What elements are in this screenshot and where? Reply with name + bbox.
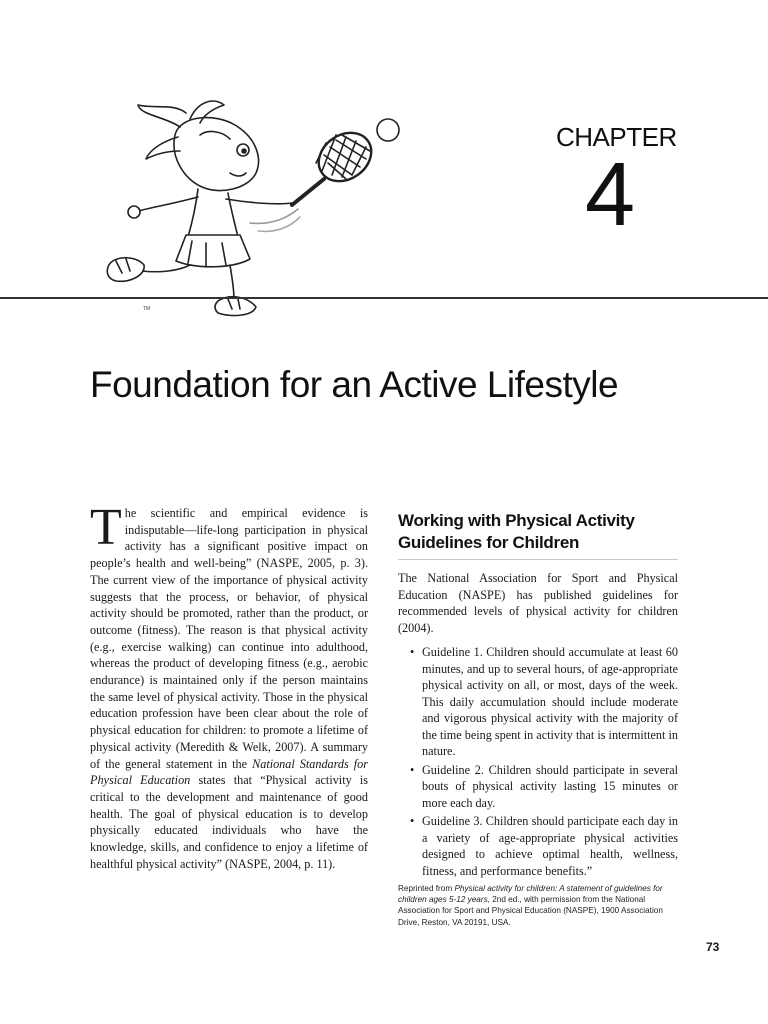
intro-italic-title: National Standards for Physical Education bbox=[90, 756, 368, 788]
drop-cap: T bbox=[90, 499, 122, 556]
trademark-mark: TM bbox=[143, 306, 151, 312]
intro-text-part-1: he scientific and empirical evidence is indisputable—life-long participation in physical activity has a significant positive impact on people’s health and well-being” (NASPE, 2005, p. 3). The current view of the importance of physical activity suggests that the process, or behavior, of physical activity should be promoted, rather than the product, or outcome (fitness). The reason is that physical activity (e.g., exercise walking) can continue into adulthood, whereas the product of developing fitness (e.g., aerobic endurance) is maintained only if the person maintains the same level of physical activity. Those in the physical education profession have been clear about the role of physical education for children: to promote a lifetime of physical activity (Meredith & Welk, 2007). A summary of the general statement in the bbox=[90, 506, 368, 771]
guideline-item bbox=[410, 762, 678, 812]
guideline-text: Guideline 3. Children should participate each day in a variety of age-appropriate physical activities designed to achieve optimal health, wellness, fitness, and performance benefits.” bbox=[422, 814, 678, 878]
intro-paragraph bbox=[90, 499, 368, 872]
guideline-text: Guideline 1. Children should accumulate at least 60 minutes, and up to several hours, of age-appropriate physical activity on all, or most, days of the week. This daily accumulation should include moderate and vigorous physical activity with the majority of the time being spent in activity that is intermittent in nature. bbox=[422, 645, 678, 758]
guideline-item bbox=[410, 644, 678, 760]
chapter-number: 4 bbox=[585, 145, 636, 245]
tennis-player-girl-icon bbox=[80, 95, 410, 325]
section-divider bbox=[398, 559, 678, 560]
header-rule bbox=[0, 297, 768, 299]
chapter-label: CHAPTER bbox=[556, 122, 677, 152]
guidelines-list bbox=[398, 644, 678, 879]
reprint-note bbox=[398, 883, 678, 928]
bullet-icon: • bbox=[410, 814, 415, 828]
intro-column bbox=[90, 499, 368, 872]
reprint-title: Physical activity for children: A statement of guidelines for children ages 5-12 years, bbox=[398, 884, 663, 905]
bullet-icon: • bbox=[410, 762, 415, 777]
guidelines-column bbox=[398, 510, 678, 928]
page-number: 73 bbox=[706, 940, 720, 954]
section-heading: Working with Physical Activity Guidelines for Children bbox=[398, 511, 635, 552]
intro-text-part-2: states that “Physical activity is critical to the development and maintenance of good health. The goal of physical education is to develop physically educated individuals who have the knowledge, skills, and confidence to enjoy a lifetime of healthful physical activity” (NASPE, 2004, p. 11). bbox=[90, 773, 368, 871]
guideline-text: Guideline 2. Children should participate in several bouts of physical activity lasting 15 minutes or more each day. bbox=[422, 762, 678, 810]
page-title: Foundation for an Active Lifestyle bbox=[90, 364, 619, 405]
bullet-icon: • bbox=[410, 645, 415, 659]
section-intro: The National Association for Sport and Physical Education (NASPE) has published guidelines for recommended levels of physical activity for children (2004). bbox=[398, 571, 678, 635]
reprint-lead: Reprinted from bbox=[398, 884, 455, 893]
tennis-player-illustration bbox=[80, 95, 410, 325]
reprint-rest: 2nd ed., with permission from the National Association for Sport and Physical Education (NASPE), 1900 Association Drive, Reston, VA 20191, USA. bbox=[398, 895, 663, 927]
guideline-item bbox=[410, 813, 678, 879]
